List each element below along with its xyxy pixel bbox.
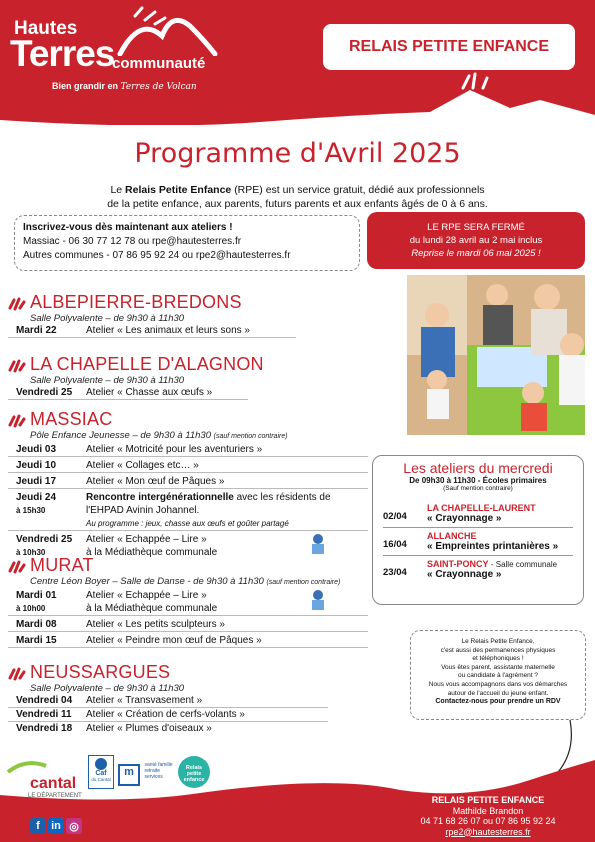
wednesday-title: Les ateliers du mercredi — [403, 460, 553, 476]
closure-title: LE RPE SERA FERMÉ — [427, 222, 525, 233]
location-marker-icon — [8, 411, 26, 429]
section-subtitle: Salle Polyvalente – de 9h30 à 11h30 — [30, 375, 185, 386]
info-line: Nous vous accompagnons dans vos démarches — [428, 680, 568, 688]
row-activity: Rencontre intergénérationnelle avec les résidents de l'EHPAD Avinin Johannel. Au programme : jeux, chasse aux œufs et goûter partagé — [86, 492, 331, 528]
intro-text: Le Relais Petite Enfance (RPE) est un service gratuit, dédié aux professionnels de la petite enfance, aux parents, futurs parents et aux enfants âgés de 0 à 6 ans. — [107, 184, 488, 210]
section-title: LA CHAPELLE D'ALAGNON — [30, 354, 264, 374]
section-subtitle: Pôle Enfance Jeunesse – de 9h30 à 11h30 (sauf mention contraire) — [30, 430, 288, 441]
section-title: NEUSSARGUES — [30, 662, 171, 682]
closure-reprise: Reprise le mardi 06 mai 2025 ! — [411, 248, 541, 259]
row-date: Jeudi 17 — [16, 476, 57, 487]
row-date: Jeudi 24 à 15h30 — [16, 492, 57, 515]
info-line: ou candidate à l'agrément ? — [457, 672, 539, 680]
section-subtitle: Centre Léon Boyer – Salle de Danse - de 9h30 à 11h30 (sauf mention contraire) — [30, 576, 341, 587]
info-line: et téléphoniques ! — [472, 655, 524, 663]
linkedin-icon[interactable]: in — [48, 818, 64, 834]
section-subtitle: Salle Polyvalente – de 9h30 à 11h30 — [30, 683, 185, 694]
row-date: Mardi 08 — [16, 619, 57, 630]
row-activity: Atelier « Chasse aux œufs » — [86, 387, 213, 398]
rpe-banner: RELAIS PETITE ENFANCE — [323, 24, 575, 70]
info-cta: Contactez-nous pour prendre un RDV — [435, 698, 561, 706]
table-row — [8, 489, 368, 531]
instagram-icon[interactable]: ◎ — [66, 818, 82, 834]
row-place: SAINT-PONCY - Salle communale — [427, 559, 558, 569]
row-date: Mardi 15 — [16, 635, 57, 646]
row-activity: Atelier « Echappée – Lire » à la Médiathèque communale — [86, 534, 218, 558]
table-row — [8, 722, 328, 735]
location-marker-icon — [8, 294, 26, 312]
signup-other: Autres communes - 07 86 95 92 24 ou rpe2@hautesterres.fr — [23, 250, 291, 261]
table-row — [8, 473, 368, 489]
row-date: Vendredi 04 — [16, 695, 73, 706]
children-activity-photo — [407, 275, 585, 435]
row-date: Mardi 01 à 10h00 — [16, 590, 57, 613]
section-murat — [8, 555, 368, 648]
header-banner — [0, 0, 595, 125]
signup-massiac: Massiac - 06 30 77 12 78 ou rpe@hautesterres.fr — [23, 236, 242, 247]
header-wave — [0, 60, 595, 125]
footer-contact — [398, 795, 578, 837]
wednesday-note: (Sauf mention contraire) — [443, 485, 513, 492]
info-line: autour de l'accueil du jeune enfant. — [447, 689, 549, 697]
location-marker-icon — [8, 557, 26, 575]
contact-title: RELAIS PETITE ENFANCE — [431, 795, 545, 805]
book-icon — [308, 589, 328, 611]
section-albepierre — [8, 292, 398, 338]
logo-hautes: Hautes — [14, 18, 78, 39]
row-date: Vendredi 25 — [16, 387, 73, 398]
row-date: 02/04 — [383, 511, 407, 522]
info-line: Vous êtes parent, assistante maternelle — [441, 663, 555, 671]
section-massiac — [8, 409, 368, 559]
row-date: Jeudi 10 — [16, 460, 57, 471]
row-date: Jeudi 03 — [16, 444, 57, 455]
table-row — [8, 386, 248, 400]
closure-dates: du lundi 28 avril au 2 mai inclus — [409, 235, 543, 246]
table-row — [383, 528, 573, 556]
wednesday-workshops-box — [372, 455, 584, 605]
social-links — [30, 818, 82, 834]
logo-terres: Terres — [10, 33, 115, 74]
table-row — [383, 556, 573, 583]
msa-logo: m santé famille retraite services — [118, 762, 176, 788]
location-marker-icon — [8, 664, 26, 682]
row-activity: Atelier « Création de cerfs-volants » — [86, 709, 245, 720]
row-activity: Atelier « Transvasement » — [86, 695, 203, 706]
logo-communaute: communauté — [112, 55, 206, 72]
logo-mountain-icon — [110, 6, 220, 56]
contact-email[interactable]: rpe2@hautesterres.fr — [445, 826, 531, 837]
row-activity: Atelier « Les petits sculpteurs » — [86, 619, 225, 630]
section-title: MURAT — [30, 555, 94, 575]
caf-logo: Caf du Cantal — [88, 755, 114, 789]
book-icon — [308, 533, 328, 555]
logo-tagline: Bien grandir en Terres de Volcan — [52, 81, 197, 92]
info-box — [410, 630, 586, 720]
table-row — [8, 616, 368, 632]
table-row — [8, 708, 328, 722]
section-la-chapelle — [8, 354, 398, 400]
row-date: Vendredi 25 à 10h30 — [16, 534, 73, 557]
row-place: ALLANCHE — [427, 531, 477, 541]
row-activity: Atelier « Collages etc… » — [86, 460, 199, 471]
section-title: MASSIAC — [30, 409, 113, 429]
table-row — [8, 441, 368, 457]
table-row — [383, 500, 573, 528]
table-row — [8, 324, 296, 338]
relais-logo: Relais petite enfance — [178, 756, 210, 788]
section-neussargues — [8, 662, 328, 735]
contact-phones: 04 71 68 26 07 ou 07 86 95 92 24 — [420, 816, 556, 826]
contact-name: Mathilde Brandon — [452, 805, 524, 816]
row-activity: Atelier « Peindre mon œuf de Pâques » — [86, 635, 262, 646]
table-row — [8, 694, 328, 708]
section-title: ALBEPIERRE-BREDONS — [30, 292, 242, 312]
location-marker-icon — [8, 356, 26, 374]
info-line: Le Relais Petite Enfance, — [461, 638, 535, 645]
table-row — [8, 587, 368, 616]
row-activity: Atelier « Les animaux et leurs sons » — [86, 325, 250, 336]
row-date: Vendredi 11 — [16, 709, 72, 720]
row-activity: Atelier « Plumes d'oiseaux » — [86, 723, 212, 734]
row-place: LA CHAPELLE-LAURENT — [427, 503, 536, 513]
row-activity: Atelier « Echappée – Lire » à la Médiathèque communale — [86, 590, 218, 614]
table-row — [8, 457, 368, 473]
page-title: Programme d'Avril 2025 — [134, 138, 461, 169]
row-activity: Atelier « Mon œuf de Pâques » — [86, 476, 225, 487]
row-date: Vendredi 18 — [16, 723, 73, 734]
facebook-icon[interactable]: f — [30, 818, 46, 834]
row-date: 16/04 — [383, 539, 407, 550]
table-row — [8, 632, 368, 648]
row-activity: « Crayonnage » — [427, 513, 502, 524]
closure-notice — [367, 212, 585, 269]
row-date: Mardi 22 — [16, 325, 57, 336]
info-line: c'est aussi des permanences physiques — [440, 646, 556, 654]
row-activity: Atelier « Motricité pour les aventuriers » — [86, 444, 263, 455]
row-activity: « Crayonnage » — [427, 569, 502, 580]
signup-title: Inscrivez-vous dès maintenant aux ateliers ! — [23, 222, 233, 233]
row-date: 23/04 — [383, 567, 407, 578]
row-activity: « Empreintes printanières » — [427, 541, 559, 552]
wednesday-subtitle: De 09h30 à 11h30 - Écoles primaires — [409, 476, 547, 485]
section-subtitle: Salle Polyvalente – de 9h30 à 11h30 — [30, 313, 185, 324]
signup-box — [14, 215, 360, 271]
website-link[interactable]: hautesterres.fr — [18, 800, 102, 815]
cantal-logo: cantal LE DÉPARTEMENT — [6, 758, 86, 794]
